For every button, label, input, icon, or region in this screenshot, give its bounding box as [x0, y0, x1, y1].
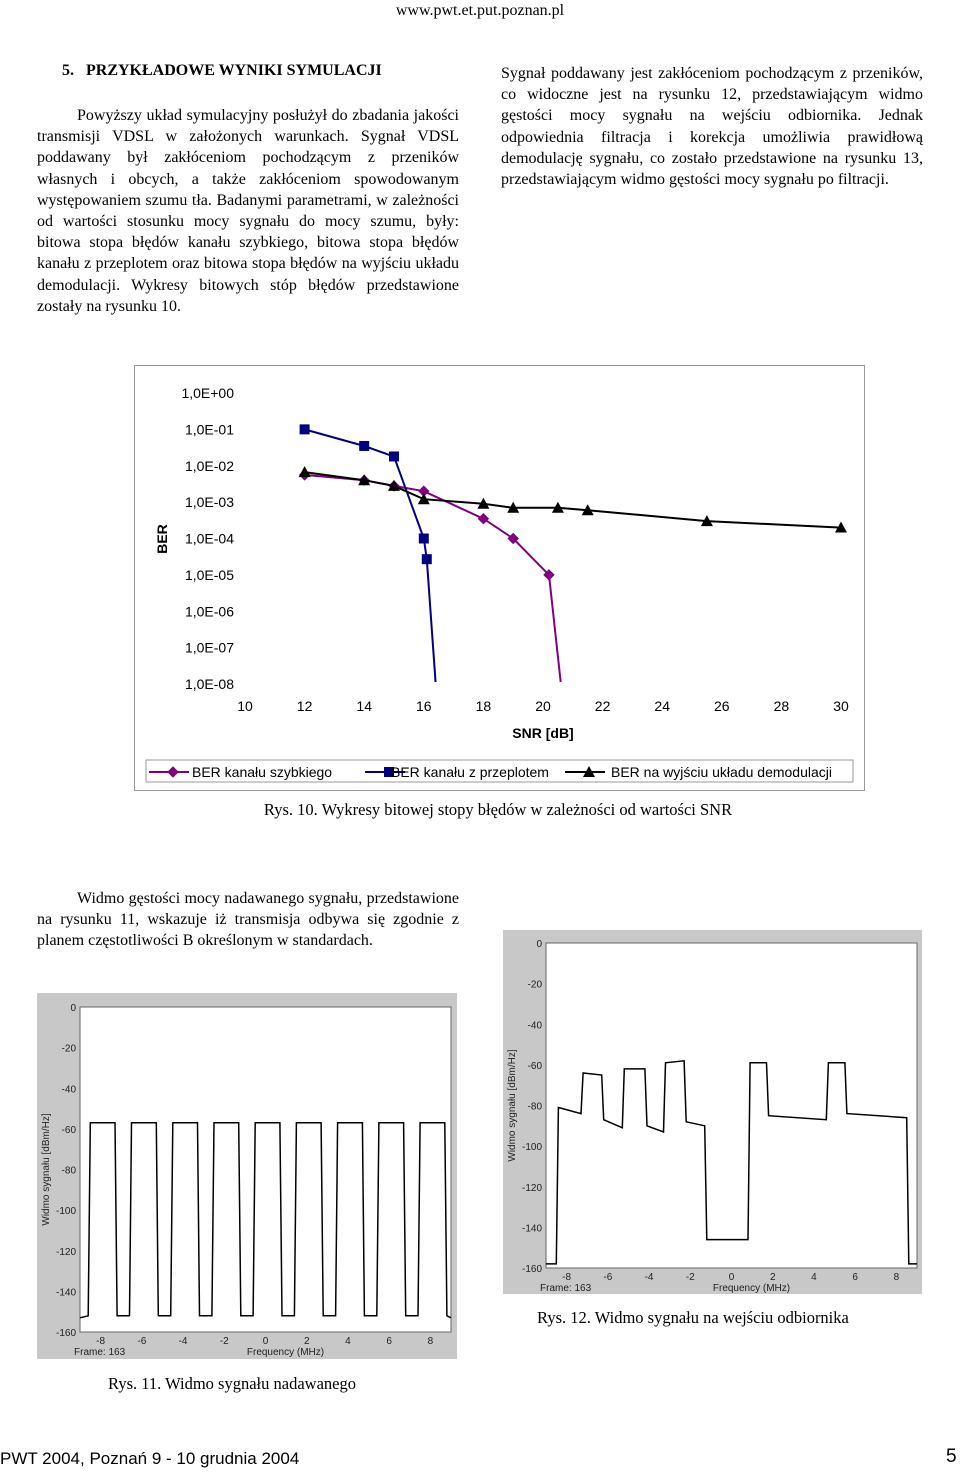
data-point — [419, 534, 429, 544]
spectrum-rx-x-tick: 6 — [852, 1272, 858, 1283]
spectrum-tx-y-tick: -100 — [55, 1206, 76, 1218]
y-tick-label: 1,0E-06 — [184, 603, 234, 620]
y-tick-label: 1,0E-01 — [184, 421, 234, 438]
footer-conference: PWT 2004, Poznań 9 - 10 grudnia 2004 — [0, 1449, 300, 1468]
header-url: www.pwt.et.put.poznan.pl — [395, 2, 565, 19]
data-point — [359, 441, 369, 451]
legend-label: BER kanału z przeplotem — [391, 764, 549, 780]
x-tick-label: 26 — [714, 698, 730, 714]
spectrum-rx-y-label: Widmo sygnału [dBm/Hz] — [507, 1049, 518, 1162]
paragraph-spectrum: Widmo gęstości mocy nadawanego sygnału, przedstawione na rysunku 11, wskazuje iż transmisja odbywa się zgodnie z planem częstotliwości B określonym w standardach. — [37, 890, 459, 950]
y-tick-label: 1,0E-05 — [184, 566, 234, 583]
spectrum-tx-x-tick: 6 — [386, 1336, 392, 1347]
spectrum-rx-x-label: Frequency (MHz) — [712, 1283, 791, 1294]
data-point — [422, 554, 432, 564]
spectrum-tx-y-label: Widmo sygnału [dBm/Hz] — [41, 1113, 52, 1226]
spectrum-rx-y-tick: -160 — [521, 1264, 542, 1275]
data-point — [300, 424, 310, 434]
y-tick-label: 1,0E-04 — [184, 530, 234, 547]
spectrum-rx-x-tick: -8 — [562, 1272, 572, 1283]
spectrum-rx-y-tick: 0 — [536, 939, 542, 950]
y-tick-label: 1,0E-07 — [184, 639, 234, 656]
spectrum-rx-frame — [503, 930, 922, 1294]
legend-label: BER kanału szybkiego — [192, 764, 333, 780]
spectrum-rx-frame-label: Frame: 163 — [540, 1283, 592, 1294]
spectrum-rx-x-tick: 8 — [893, 1272, 900, 1283]
x-tick-label: 30 — [833, 698, 849, 714]
ber-chart — [135, 366, 864, 790]
spectrum-rx-x-tick: -4 — [644, 1272, 654, 1283]
spectrum-rx-y-tick: -120 — [521, 1182, 542, 1194]
spectrum-tx-x-label: Frequency (MHz) — [246, 1347, 325, 1358]
figure-11-caption: Rys. 11. Widmo sygnału nadawanego — [108, 1374, 356, 1393]
spectrum-rx-x-tick: -6 — [603, 1272, 613, 1283]
spectrum-rx-x-tick: 0 — [728, 1272, 735, 1283]
spectrum-tx-x-tick: 0 — [262, 1336, 269, 1347]
x-tick-label: 14 — [356, 698, 372, 714]
spectrum-tx-y-tick: -160 — [55, 1328, 76, 1339]
ber-chart-frame — [134, 365, 865, 791]
spectrum-tx-y-tick: 0 — [70, 1003, 76, 1014]
x-tick-label: 10 — [237, 698, 253, 714]
x-tick-label: 20 — [535, 698, 551, 714]
section-title: 5. PRZYKŁADOWE WYNIKI SYMULACJI — [62, 62, 382, 79]
figure-10-caption: Rys. 10. Wykresy bitowej stopy błędów w zależności od wartości SNR — [263, 800, 733, 819]
paragraph-left: Powyższy układ symulacyjny posłużył do zbadania jakości transmisji VDSL w założonych warunkach. Sygnał VDSL poddawany był zakłóceniom pochodzącym z przeników własnych i obcych, a także zakłóceniom spowodowanym występowaniem szumu tła. Badanymi parametrami, w zależności od wartości stosunku mocy sygnału do mocy szumu, były: bitowa stopa błędów kanału szybkiego, bitowa stopa błędów kanału z przeplotem oraz bitowa stopa błędów na wyjściu układu demodulacji. Wykresy bitowych stóp błędów przedstawione zostały na rysunku 10. — [37, 107, 459, 315]
x-tick-label: 24 — [654, 698, 670, 714]
spectrum-tx-y-tick: -120 — [55, 1246, 76, 1258]
figure-12-caption: Rys. 12. Widmo sygnału na wejściu odbiornika — [537, 1308, 849, 1327]
spectrum-tx-frame — [37, 993, 457, 1359]
spectrum-rx-y-tick: -80 — [527, 1101, 542, 1113]
series-0 — [300, 470, 561, 684]
spectrum-rx-y-tick: -40 — [527, 1020, 542, 1032]
spectrum-rx-x-tick: 4 — [811, 1272, 817, 1283]
spectrum-tx-frame-label: Frame: 163 — [74, 1347, 126, 1358]
y-tick-label: 1,0E-02 — [184, 457, 234, 474]
x-tick-label: 12 — [296, 698, 313, 714]
y-axis-label: BER — [154, 524, 170, 554]
spectrum-tx-x-tick: 8 — [427, 1336, 434, 1347]
series-line — [305, 429, 436, 684]
y-tick-label: 1,0E-08 — [184, 676, 234, 692]
spectrum-tx-y-tick: -40 — [61, 1084, 76, 1096]
series-1 — [300, 424, 436, 684]
spectrum-tx-y-tick: -80 — [61, 1165, 76, 1177]
data-point — [389, 451, 399, 461]
y-tick-label: 1,0E-03 — [184, 494, 234, 511]
spectrum-rx-plot-area — [546, 943, 917, 1268]
legend — [146, 760, 853, 782]
spectrum-tx-y-tick: -60 — [61, 1124, 76, 1136]
spectrum-tx-x-tick: -8 — [96, 1336, 106, 1347]
data-point — [299, 466, 311, 477]
spectrum-tx-x-tick: -4 — [178, 1336, 188, 1347]
x-tick-label: 16 — [416, 698, 432, 714]
spectrum-tx-svg — [37, 993, 457, 1359]
y-tick-label: 1,0E+00 — [181, 385, 234, 401]
spectrum-tx-y-tick: -140 — [55, 1287, 76, 1299]
spectrum-rx-y-tick: -140 — [521, 1223, 542, 1235]
spectrum-tx-y-tick: -20 — [61, 1043, 76, 1055]
spectrum-rx-x-tick: -2 — [685, 1272, 695, 1283]
series-2 — [299, 466, 847, 532]
spectrum-tx-x-tick: -6 — [137, 1336, 147, 1347]
x-tick-label: 28 — [773, 698, 790, 714]
spectrum-rx-x-tick: 2 — [769, 1272, 776, 1283]
series-line — [305, 472, 841, 527]
footer-page-number: 5 — [946, 1446, 957, 1467]
legend-label: BER na wyjściu układu demodulacji — [611, 764, 832, 780]
spectrum-rx-y-tick: -20 — [527, 979, 542, 991]
spectrum-rx-svg — [503, 930, 922, 1294]
x-tick-label: 18 — [475, 698, 492, 714]
spectrum-tx-x-tick: 4 — [345, 1336, 351, 1347]
spectrum-tx-x-tick: -2 — [219, 1336, 229, 1347]
x-tick-label: 22 — [594, 698, 611, 714]
paragraph-right: Sygnał poddawany jest zakłóceniom pochodzącym z przeników, co widoczne jest na rysunku 12, przedstawiającym widmo gęstości mocy sygnału na wejściu odbiornika. Jednak odpowiednia filtracja i korekcja umożliwia prawidłową demodulację sygnału, co zostało przedstawione na rysunku 13, przedstawiającym widmo gęstości mocy sygnału po filtracji. — [501, 65, 923, 189]
spectrum-tx-plot-area — [80, 1007, 451, 1332]
spectrum-rx-y-tick: -100 — [521, 1142, 542, 1154]
x-axis-label: SNR [dB] — [512, 725, 574, 741]
spectrum-rx-y-tick: -60 — [527, 1060, 542, 1072]
spectrum-tx-x-tick: 2 — [303, 1336, 310, 1347]
